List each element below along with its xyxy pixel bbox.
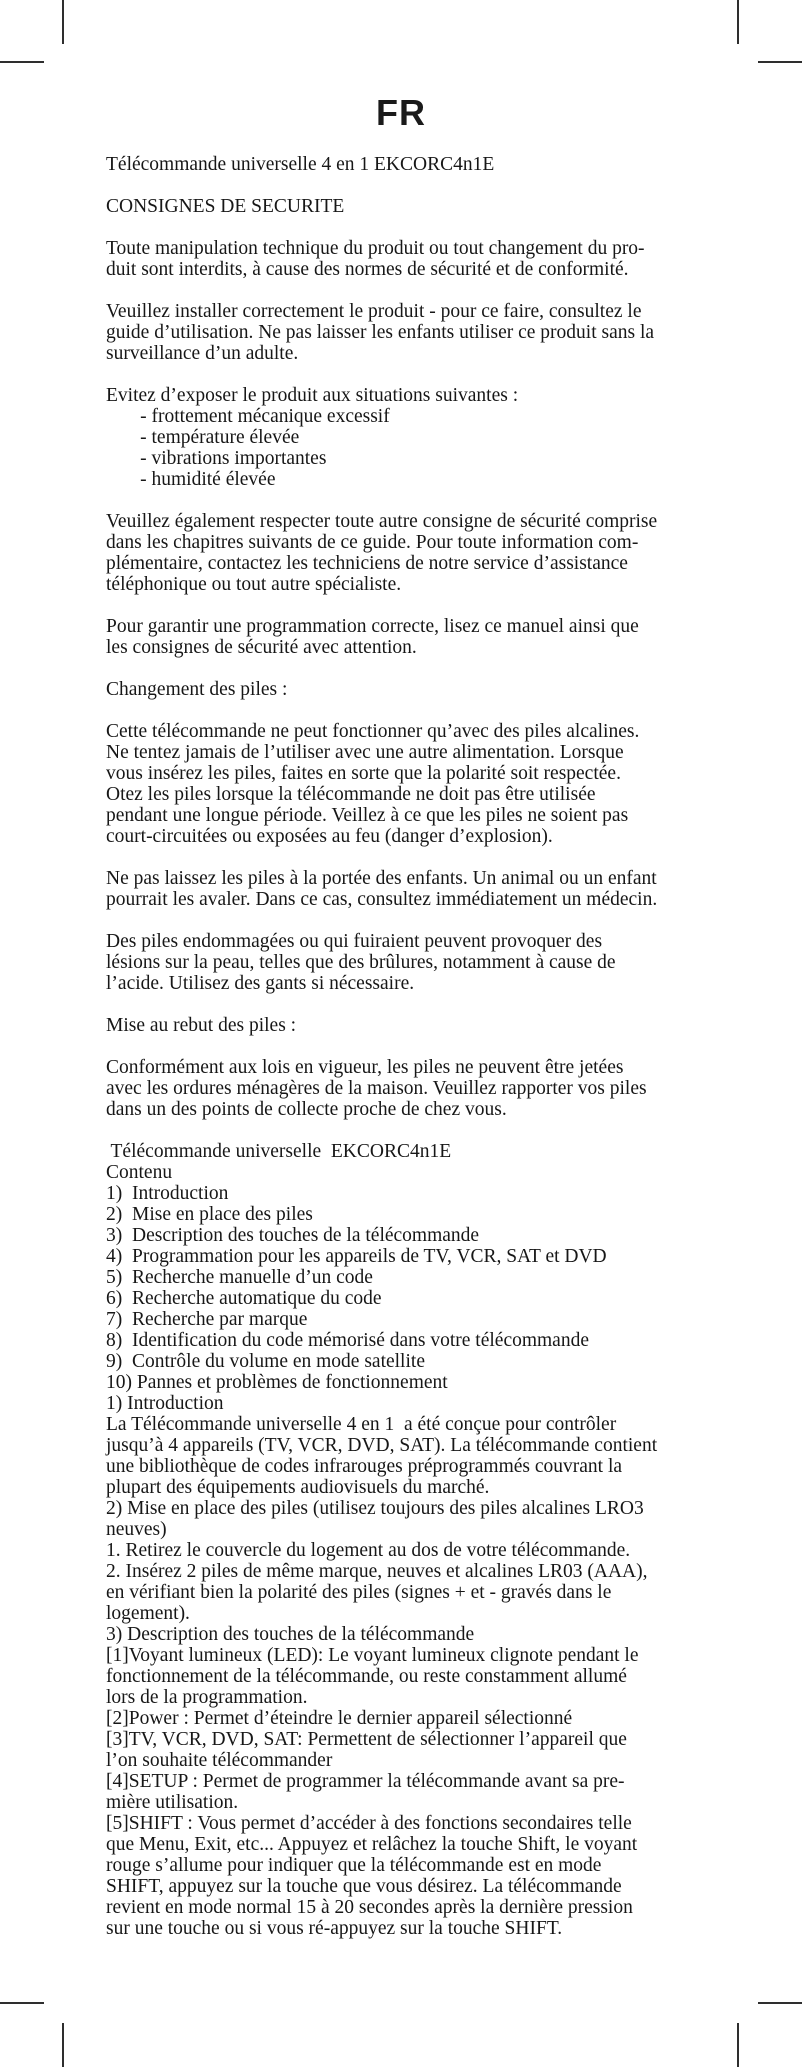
text-line: vous insérez les piles, faites en sorte que la polarité soit respectée. xyxy=(106,763,621,784)
text-line: en vérifiant bien la polarité des piles (signes + et - gravés dans le xyxy=(106,1582,612,1603)
text-line: Pour garantir une programmation correcte, lisez ce manuel ainsi que xyxy=(106,616,639,637)
text-line xyxy=(106,1120,756,1141)
text-line: avec les ordures ménagères de la maison. Veuillez rapporter vos piles xyxy=(106,1078,647,1099)
text-line: dans un des points de collecte proche de chez vous. xyxy=(106,1099,507,1120)
text-line: 3) Description des touches de la télécommande xyxy=(106,1225,480,1246)
text-line: Contenu xyxy=(106,1162,173,1183)
text-line: [5]SHIFT : Vous permet d’accéder à des fonctions secondaires telle xyxy=(106,1813,632,1834)
text-line xyxy=(106,217,756,238)
crop-mark-bottom-left-vertical xyxy=(62,2023,64,2067)
document-text xyxy=(106,154,756,1939)
text-line: lésions sur la peau, telles que des brûlures, notamment à cause de xyxy=(106,952,616,973)
text-line: duit sont interdits, à cause des normes de sécurité et de conformité. xyxy=(106,259,629,280)
text-line: 1) Introduction xyxy=(106,1393,224,1414)
text-line: 5) Recherche manuelle d’un code xyxy=(106,1267,373,1288)
text-line: rouge s’allume pour indiquer que la télécommande est en mode xyxy=(106,1855,602,1876)
text-line: - vibrations importantes xyxy=(106,448,327,469)
text-line: 2. Insérez 2 piles de même marque, neuves et alcalines LR03 (AAA), xyxy=(106,1561,648,1582)
text-line: dans les chapitres suivants de ce guide. Pour toute information com- xyxy=(106,532,639,553)
crop-mark-bottom-right-vertical xyxy=(737,2023,739,2067)
text-line: sur une touche ou si vous ré-appuyez sur la touche SHIFT. xyxy=(106,1918,563,1939)
crop-mark-top-right-horizontal xyxy=(758,61,802,63)
text-line: une bibliothèque de codes infrarouges préprogrammés couvrant la xyxy=(106,1456,623,1477)
text-line: 2) Mise en place des piles xyxy=(106,1204,313,1225)
text-line: guide d’utilisation. Ne pas laisser les enfants utiliser ce produit sans la xyxy=(106,322,655,343)
crop-mark-bottom-right-horizontal xyxy=(758,2002,802,2004)
text-line: - frottement mécanique excessif xyxy=(106,406,390,427)
text-line: 8) Identification du code mémorisé dans votre télécommande xyxy=(106,1330,589,1351)
text-line: plupart des équipements audiovisuels du marché. xyxy=(106,1477,490,1498)
text-line xyxy=(106,490,756,511)
text-line: 4) Programmation pour les appareils de TV, VCR, SAT et DVD xyxy=(106,1246,607,1267)
text-line: [3]TV, VCR, DVD, SAT: Permettent de sélectionner l’appareil que xyxy=(106,1729,627,1750)
text-line xyxy=(106,658,756,679)
text-line: - humidité élevée xyxy=(106,469,276,490)
text-line: 1. Retirez le couvercle du logement au dos de votre télécommande. xyxy=(106,1540,631,1561)
text-line: CONSIGNES DE SECURITE xyxy=(106,196,345,217)
text-line: logement). xyxy=(106,1603,190,1624)
text-line: Veuillez également respecter toute autre consigne de sécurité comprise xyxy=(106,511,658,532)
text-line: l’acide. Utilisez des gants si nécessaire. xyxy=(106,973,415,994)
text-line: 1) Introduction xyxy=(106,1183,229,1204)
crop-mark-bottom-left-horizontal xyxy=(0,2002,44,2004)
text-line: 9) Contrôle du volume en mode satellite xyxy=(106,1351,425,1372)
text-line: l’on souhaite télécommander xyxy=(106,1750,333,1771)
text-line: 10) Pannes et problèmes de fonctionnement xyxy=(106,1372,448,1393)
crop-mark-top-left-horizontal xyxy=(0,61,44,63)
text-line xyxy=(106,280,756,301)
text-line xyxy=(106,1036,756,1057)
text-line: les consignes de sécurité avec attention. xyxy=(106,637,417,658)
text-line: plémentaire, contactez les techniciens de notre service d’assistance xyxy=(106,553,628,574)
text-line: pourrait les avaler. Dans ce cas, consultez immédiatement un médecin. xyxy=(106,889,658,910)
text-line: téléphonique ou tout autre spécialiste. xyxy=(106,574,402,595)
text-line: 6) Recherche automatique du code xyxy=(106,1288,382,1309)
text-line xyxy=(106,175,756,196)
text-line: [2]Power : Permet d’éteindre le dernier appareil sélectionné xyxy=(106,1708,573,1729)
crop-mark-top-right-vertical xyxy=(737,0,739,44)
text-line: Ne pas laissez les piles à la portée des enfants. Un animal ou un enfant xyxy=(106,868,657,889)
language-badge: FR xyxy=(376,92,426,133)
text-line xyxy=(106,595,756,616)
text-line: 7) Recherche par marque xyxy=(106,1309,308,1330)
text-line: mière utilisation. xyxy=(106,1792,239,1813)
text-line: revient en mode normal 15 à 20 secondes après la dernière pression xyxy=(106,1897,633,1918)
text-line: court-circuitées ou exposées au feu (danger d’explosion). xyxy=(106,826,553,847)
text-line: Ne tentez jamais de l’utiliser avec une autre alimentation. Lorsque xyxy=(106,742,624,763)
text-line: lors de la programmation. xyxy=(106,1687,308,1708)
text-line xyxy=(106,364,756,385)
crop-mark-top-left-vertical xyxy=(62,0,64,44)
text-line: que Menu, Exit, etc... Appuyez et relâchez la touche Shift, le voyant xyxy=(106,1834,638,1855)
text-line: pendant une longue période. Veillez à ce que les piles ne soient pas xyxy=(106,805,629,826)
text-line: Otez les piles lorsque la télécommande ne doit pas être utilisée xyxy=(106,784,596,805)
text-line: SHIFT, appuyez sur la touche que vous désirez. La télécommande xyxy=(106,1876,622,1897)
text-line xyxy=(106,910,756,931)
text-line: Télécommande universelle 4 en 1 EKCORC4n1E xyxy=(106,154,495,175)
text-line: Des piles endommagées ou qui fuiraient peuvent provoquer des xyxy=(106,931,603,952)
text-line: Mise au rebut des piles : xyxy=(106,1015,297,1036)
text-line: Changement des piles : xyxy=(106,679,288,700)
text-line: La Télécommande universelle 4 en 1 a été conçue pour contrôler xyxy=(106,1414,617,1435)
text-line: [4]SETUP : Permet de programmer la télécommande avant sa pre- xyxy=(106,1771,625,1792)
text-line: fonctionnement de la télécommande, ou reste constamment allumé xyxy=(106,1666,627,1687)
text-line: Cette télécommande ne peut fonctionner qu’avec des piles alcalines. xyxy=(106,721,640,742)
text-line: Toute manipulation technique du produit ou tout changement du pro- xyxy=(106,238,645,259)
text-line: Télécommande universelle EKCORC4n1E xyxy=(106,1141,452,1162)
text-line: 2) Mise en place des piles (utilisez toujours des piles alcalines LRO3 xyxy=(106,1498,644,1519)
text-line: Conformément aux lois en vigueur, les piles ne peuvent être jetées xyxy=(106,1057,624,1078)
text-line: Veuillez installer correctement le produit - pour ce faire, consultez le xyxy=(106,301,642,322)
text-line xyxy=(106,847,756,868)
text-line: surveillance d’un adulte. xyxy=(106,343,299,364)
text-line: jusqu’à 4 appareils (TV, VCR, DVD, SAT). La télécommande contient xyxy=(106,1435,658,1456)
text-line xyxy=(106,994,756,1015)
text-line: Evitez d’exposer le produit aux situations suivantes : xyxy=(106,385,519,406)
text-line: - température élevée xyxy=(106,427,300,448)
text-line: neuves) xyxy=(106,1519,167,1540)
text-line: [1]Voyant lumineux (LED): Le voyant lumineux clignote pendant le xyxy=(106,1645,639,1666)
text-line: 3) Description des touches de la télécommande xyxy=(106,1624,475,1645)
text-line xyxy=(106,700,756,721)
